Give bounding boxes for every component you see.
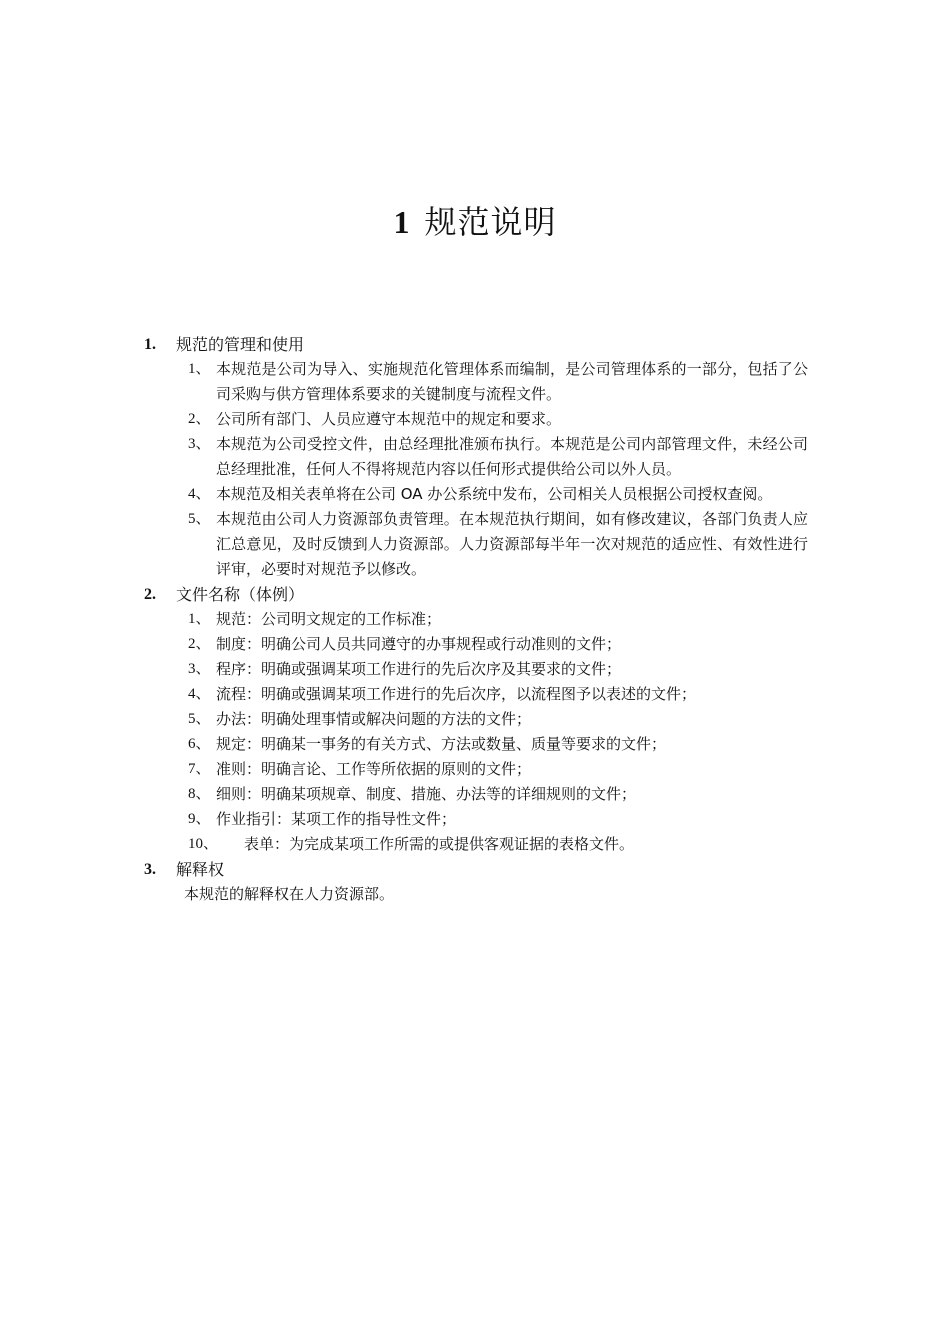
list-item (0, 782, 950, 807)
list-item (0, 732, 950, 757)
document-body (0, 332, 950, 907)
item-number: 9、 (188, 811, 211, 827)
item-number: 5、 (188, 511, 211, 527)
item-text: 流程：明确或强调某项工作进行的先后次序，以流程图予以表述的文件； (216, 685, 697, 703)
section-number: 2. (144, 586, 156, 603)
list-item (0, 507, 950, 582)
section-heading (0, 582, 950, 607)
item-number: 8、 (188, 786, 211, 802)
item-text: 本规范由公司人力资源部负责管理。在本规范执行期间，如有修改建议，各部门负责人应汇总意见，及时反馈到人力资源部。人力资源部每半年一次对规范的适应性、有效性进行评审，必要时对规范予以修改。 (216, 510, 808, 578)
item-number: 10、 (188, 836, 219, 852)
list-item (0, 707, 950, 732)
list-item (0, 357, 950, 407)
list-item (0, 482, 950, 507)
list-item (0, 432, 950, 482)
item-number: 2、 (188, 636, 211, 652)
section-body-text: 本规范的解释权在人力资源部。 (184, 885, 395, 903)
item-text: 细则：明确某项规章、制度、措施、办法等的详细规则的文件； (216, 785, 637, 803)
item-number: 1、 (188, 611, 211, 627)
item-number: 4、 (188, 486, 211, 502)
item-text: 公司所有部门、人员应遵守本规范中的规定和要求。 (216, 410, 562, 428)
section-number: 1. (144, 336, 156, 353)
item-text: 本规范为公司受控文件，由总经理批准颁布执行。本规范是公司内部管理文件，未经公司总经理批准，任何人不得将规范内容以任何形式提供给公司以外人员。 (216, 435, 808, 478)
item-number: 4、 (188, 686, 211, 702)
list-item (0, 607, 950, 632)
section-title: 文件名称（体例） (176, 585, 305, 604)
page-title (0, 196, 950, 248)
item-text: 规范：公司明文规定的工作标准； (216, 610, 442, 628)
item-number: 7、 (188, 761, 211, 777)
list-item (0, 757, 950, 782)
item-text: 规定：明确某一事务的有关方式、方法或数量、质量等要求的文件； (216, 735, 667, 753)
section-heading (0, 332, 950, 357)
section-heading (0, 857, 950, 882)
item-text: 制度：明确公司人员共同遵守的办事规程或行动准则的文件； (216, 635, 622, 653)
item-text: 表单：为完成某项工作所需的或提供客观证据的表格文件。 (244, 835, 635, 853)
section-title: 解释权 (176, 860, 225, 879)
title-text: 规范说明 (424, 203, 557, 241)
list-item (0, 632, 950, 657)
item-text: 程序：明确或强调某项工作进行的先后次序及其要求的文件； (216, 660, 622, 678)
item-text: 办法：明确处理事情或解决问题的方法的文件； (216, 710, 532, 728)
item-number: 5、 (188, 711, 211, 727)
list-item (0, 657, 950, 682)
item-number: 2、 (188, 411, 211, 427)
title-number: 1 (393, 204, 411, 240)
section-title: 规范的管理和使用 (176, 335, 305, 354)
list-item (0, 407, 950, 432)
item-text: 准则：明确言论、工作等所依据的原则的文件； (216, 760, 532, 778)
list-item (0, 832, 950, 857)
list-item (0, 807, 950, 832)
item-text: 作业指引：某项工作的指导性文件； (216, 810, 457, 828)
item-number: 3、 (188, 661, 211, 677)
section-number: 3. (144, 861, 156, 878)
item-text: 本规范是公司为导入、实施规范化管理体系而编制，是公司管理体系的一部分，包括了公司采购与供方管理体系要求的关键制度与流程文件。 (216, 360, 808, 403)
list-item (0, 682, 950, 707)
item-number: 6、 (188, 736, 211, 752)
item-text: 本规范及相关表单将在公司 OA 办公系统中发布，公司相关人员根据公司授权查阅。 (216, 485, 773, 503)
item-number: 1、 (188, 361, 211, 377)
item-number: 3、 (188, 436, 211, 452)
